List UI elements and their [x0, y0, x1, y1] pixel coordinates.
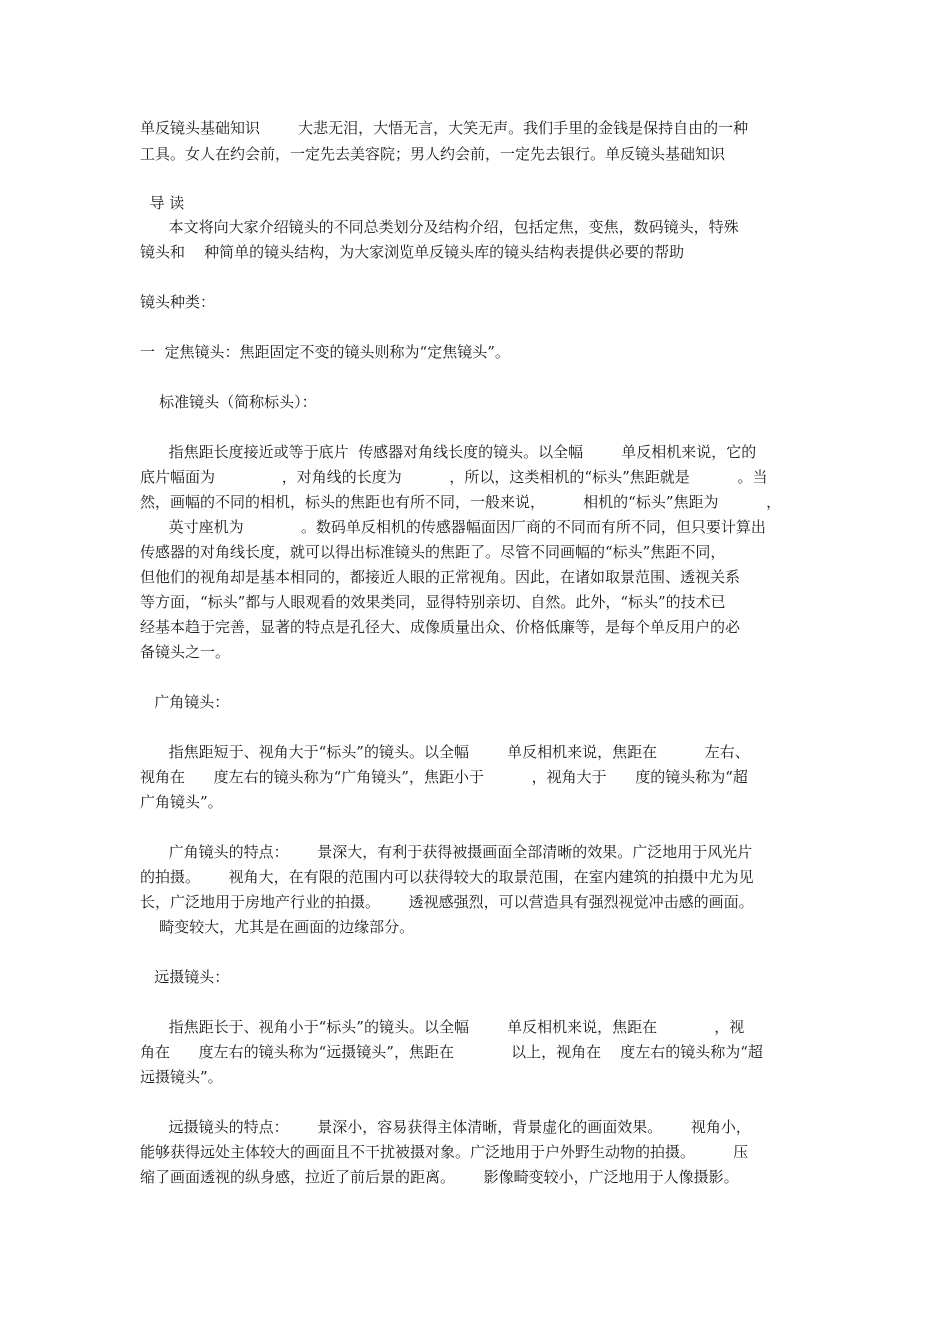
section-heading: 镜头种类：: [140, 293, 216, 311]
text-line: 镜头和 种简单的镜头结构，为大家浏览单反镜头库的镜头结构表提供必要的帮助: [140, 243, 685, 261]
subsection-heading: 标准镜头（简称标头）：: [140, 393, 317, 411]
text-line: 广角镜头的特点： 景深大，有利于获得被摄画面全部清晰的效果。广泛地用于风光片: [140, 843, 753, 861]
text-line: 然，画幅的不同的相机，标头的焦距也有所不同，一般来说， 相机的“标头”焦距为 ，: [140, 493, 782, 511]
text-line: 畸变较大，尤其是在画面的边缘部分。: [140, 918, 415, 936]
text-line: 经基本趋于完善，显著的特点是孔径大、成像质量出众、价格低廉等，是每个单反用户的必: [140, 618, 741, 636]
text-line: 长，广泛地用于房地产行业的拍摄。 透视感强烈，可以营造具有强烈视觉冲击感的画面。: [140, 893, 754, 911]
text-line: 视角在 度左右的镜头称为“广角镜头”，焦距小于 ，视角大于 度的镜头称为“超: [140, 768, 748, 786]
section-heading: 导 读: [140, 194, 185, 212]
section-heading: 一 定焦镜头：焦距固定不变的镜头则称为“定焦镜头”。: [140, 343, 510, 361]
text-line: 英寸座机为 。数码单反相机的传感器幅面因厂商的不同而有所不同，但只要计算出: [140, 518, 766, 536]
text-line: 指焦距短于、视角大于“标头”的镜头。以全幅 单反相机来说，焦距在 左右、: [140, 743, 750, 761]
text-line: 等方面，“标头”都与人眼观看的效果类同，显得特别亲切、自然。此外，“标头”的技术已: [140, 593, 726, 611]
text-line: 工具。女人在约会前，一定先去美容院；男人约会前，一定先去银行。单反镜头基础知识: [140, 145, 726, 163]
text-line: 远摄镜头”。: [140, 1068, 223, 1086]
text-line: 备镜头之一。: [140, 643, 231, 661]
text-line: 远摄镜头的特点： 景深小，容易获得主体清晰，背景虚化的画面效果。 视角小，: [140, 1118, 751, 1136]
subsection-heading: 广角镜头：: [140, 693, 230, 711]
text-line: 底片幅面为 ，对角线的长度为 ，所以，这类相机的“标头”焦距就是 。当: [140, 468, 768, 486]
text-line: 角在 度左右的镜头称为“远摄镜头”，焦距在 以上，视角在 度左右的镜头称为“超: [140, 1043, 763, 1061]
text-line: 能够获得远处主体较大的画面且不干扰被摄对象。广泛地用于户外野生动物的拍摄。 压: [140, 1143, 749, 1161]
text-line: 传感器的对角线长度，就可以得出标准镜头的焦距了。尽管不同画幅的“标头”焦距不同，: [140, 543, 726, 561]
text-line: 的拍摄。 视角大，在有限的范围内可以获得较大的取景范围，在室内建筑的拍摄中尤为见: [140, 868, 754, 886]
text-line: 单反镜头基础知识 大悲无泪，大悟无言，大笑无声。我们手里的金钱是保持自由的一种: [140, 119, 749, 137]
text-line: 缩了画面透视的纵身感，拉近了前后景的距离。 影像畸变较小，广泛地用于人像摄影。: [140, 1168, 739, 1186]
text-line: 指焦距长度接近或等于底片 传感器对角线长度的镜头。以全幅 单反相机来说，它的: [140, 443, 757, 461]
text-line: 但他们的视角却是基本相同的，都接近人眼的正常视角。因此，在诸如取景范围、透视关系: [140, 568, 741, 586]
subsection-heading: 远摄镜头：: [140, 968, 230, 986]
text-line: 本文将向大家介绍镜头的不同总类划分及结构介绍，包括定焦，变焦，数码镜头，特殊: [140, 218, 739, 236]
text-line: 指焦距长于、视角小于“标头”的镜头。以全幅 单反相机来说，焦距在 ，视: [140, 1018, 745, 1036]
text-line: 广角镜头”。: [140, 793, 223, 811]
